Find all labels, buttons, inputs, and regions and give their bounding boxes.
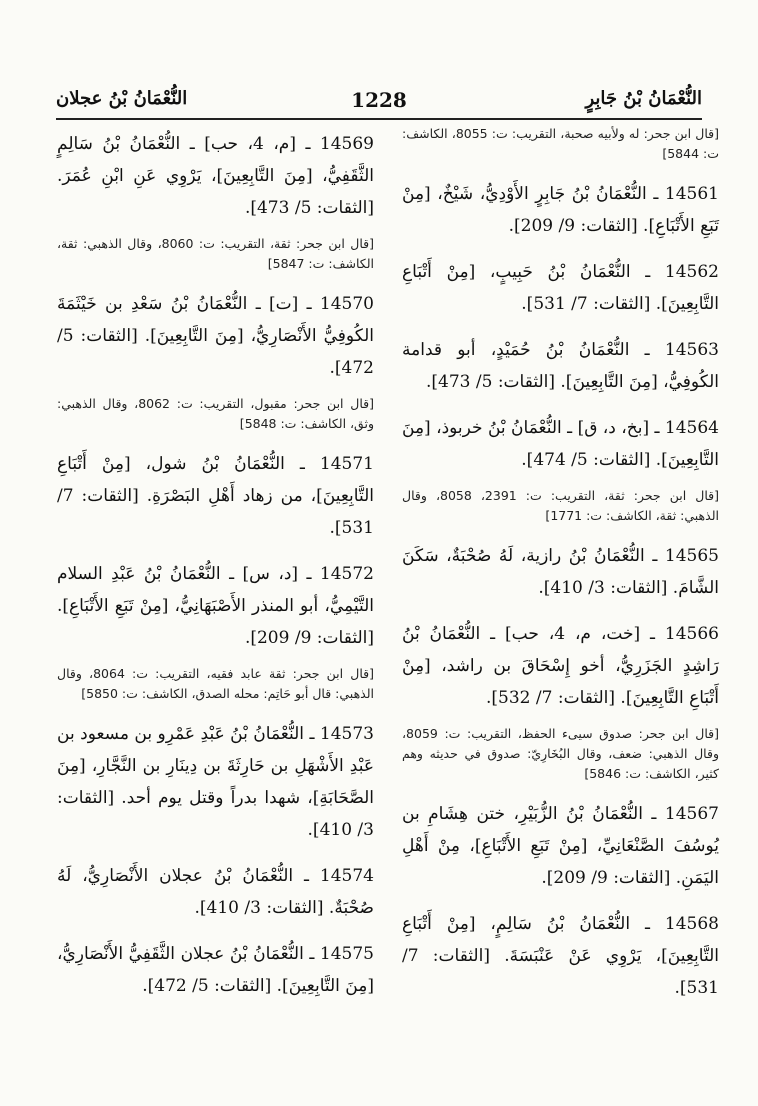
entry-14575: 14575 ـ النُّعْمَانُ بْنُ عجلان الثَّقَفِيُّ الأَنْصَارِيُّ، [مِنَ التَّابِعِينَ]. [الثقات: 5/ 472]. bbox=[57, 944, 374, 996]
entry-14570: 14570 ـ [ت] ـ النُّعْمَانُ بْنُ سَعْدِ بن خَيْثَمَةَ الكُوفِيُّ الأَنْصَارِيُّ، [مِنَ التَّابِعِينَ]. [الثقات: 5/ 472]. bbox=[57, 294, 374, 378]
entry-14569: 14569 ـ [م، 4، حب] ـ النُّعْمَانُ بْنُ سَالِمٍ الثَّقَفِيُّ، [مِنَ التَّابِعِينَ]، يَرْوِي عَنِ ابْنِ عُمَرَ. [الثقات: 5/ 473]. bbox=[57, 134, 374, 218]
right-column bbox=[402, 128, 719, 1090]
entry-14566: 14566 ـ [خت، م، 4، حب] ـ النُّعْمَانُ بْنُ رَاشِدٍ الجَزَرِيُّ، أخو إِسْحَاقَ بن راشد، [مِنْ أَتْبَاعِ التَّابِعِينَ]. [الثقات: 7/ 532]. bbox=[402, 624, 719, 708]
note-block: [قال ابن جحر: مقبول، التقريب: ت: 8062، وقال الذهبي: وثق، الكاشف: ت: 5848] bbox=[57, 396, 374, 431]
left-column bbox=[57, 128, 374, 1090]
note-block: [قال ابن جحر: له ولأبيه صحبة، التقريب: ت: 8055، الكاشف: ت: 5844] bbox=[402, 126, 719, 161]
note-block: [قال ابن جحر: ثقة عابد فقيه، التقريب: ت: 8064، وقال الذهبي: قال أبو حَاتِم: محله الصدق، الكاشف: ت: 5850] bbox=[57, 666, 374, 701]
entry-14574: 14574 ـ النُّعْمَانُ بْنُ عجلان الأَنْصَارِيُّ، لَهُ صُحْبَةٌ. [الثقات: 3/ 410]. bbox=[57, 866, 374, 918]
header-rule bbox=[56, 118, 702, 120]
entry-14562: 14562 ـ النُّعْمَانُ بْنُ حَبِيبٍ، [مِنْ أَتْبَاعِ التَّابِعِينَ]. [الثقات: 7/ 531]. bbox=[402, 262, 719, 314]
entry-14572: 14572 ـ [د، س] ـ النُّعْمَانُ بْنُ عَبْدِ السلام التَّيْمِيُّ، أبو المنذر الأَصْبَهَانِيُّ، [مِنْ تَبَعِ الأَتْبَاعِ]. [الثقات: 9/ 209]. bbox=[57, 564, 374, 648]
entry-14561: 14561 ـ النُّعْمَانُ بْنُ جَابِرٍ الأَوْدِيُّ، شَيْخٌ، [مِنْ تَبَعِ الأَتْبَاعِ]. [الثقات: 9/ 209]. bbox=[402, 184, 719, 236]
entry-14564: 14564 ـ [بخ، د، ق] ـ النُّعْمَانُ بْنُ خربوذ، [مِنَ التَّابِعِينَ]. [الثقات: 5/ 474]. bbox=[402, 418, 719, 470]
note-block: [قال ابن جحر: ثقة، التقريب: ت: 2391، 8058، وقال الذهبي: ثقة، الكاشف: ت: 1771] bbox=[402, 488, 719, 523]
note-block: [قال ابن جحر: صدوق سيىء الحفظ، التقريب: ت: 8059، وقال الذهبي: ضعف، وقال البُخَارِيّ: صدوق في حديثه وهم كثير، الكاشف: ت: 5846] bbox=[402, 726, 719, 781]
entry-14571: 14571 ـ النُّعْمَانُ بْنُ شول، [مِنْ أَتْبَاعِ التَّابِعِينَ]، من زهاد أَهْلِ البَصْرَةِ. [الثقات: 7/ 531]. bbox=[57, 454, 374, 538]
entry-14565: 14565 ـ النُّعْمَانُ بْنُ رازية، لَهُ صُحْبَةٌ، سَكَنَ الشَّامَ. [الثقات: 3/ 410]. bbox=[402, 546, 719, 598]
note-block: [قال ابن جحر: ثقة، التقريب: ت: 8060، وقال الذهبي: ثقة، الكاشف: ت: 5847] bbox=[57, 236, 375, 271]
running-title-right: النُّعْمَانُ بْنُ جَابِرٍ bbox=[585, 88, 702, 109]
entry-14563: 14563 ـ النُّعْمَانُ بْنُ حُمَيْدٍ، أبو قدامة الكُوفِيُّ، [مِنَ التَّابِعِينَ]. [الثقات: 5/ 473]. bbox=[402, 340, 719, 392]
entry-14567: 14567 ـ النُّعْمَانُ بْنُ الزُّبَيْرِ، ختن هِشَامِ بن يُوسُفَ الصَّنْعَانِيِّ، [مِنْ تَبَعِ الأَتْبَاعِ]، مِنْ أَهْلِ اليَمَنِ. [الثقات: 9/ 209]. bbox=[402, 804, 719, 888]
page-number: 1228 bbox=[351, 88, 407, 112]
page-header bbox=[56, 88, 702, 118]
entry-14568: 14568 ـ النُّعْمَانُ بْنُ سَالِمٍ، [مِنْ أَتْبَاعِ التَّابِعِينَ]، يَرْوِي عَنْ عَنْبَسَةَ. [الثقات: 7/ 531]. bbox=[402, 914, 719, 998]
entry-14573: 14573 ـ النُّعْمَانُ بْنُ عَبْدِ عَمْرِو بن مسعود بن عَبْدِ الأَشْهَلِ بن حَارِثَةَ بن دِينَارِ بن النَّجَّارِ، [مِنَ الصَّحَابَةِ]، شهدا بدراً وقتل يوم أحد. [الثقات: 3/ 410]. bbox=[57, 724, 374, 840]
running-title-left: النُّعْمَانُ بْنُ عجلان bbox=[56, 88, 188, 109]
